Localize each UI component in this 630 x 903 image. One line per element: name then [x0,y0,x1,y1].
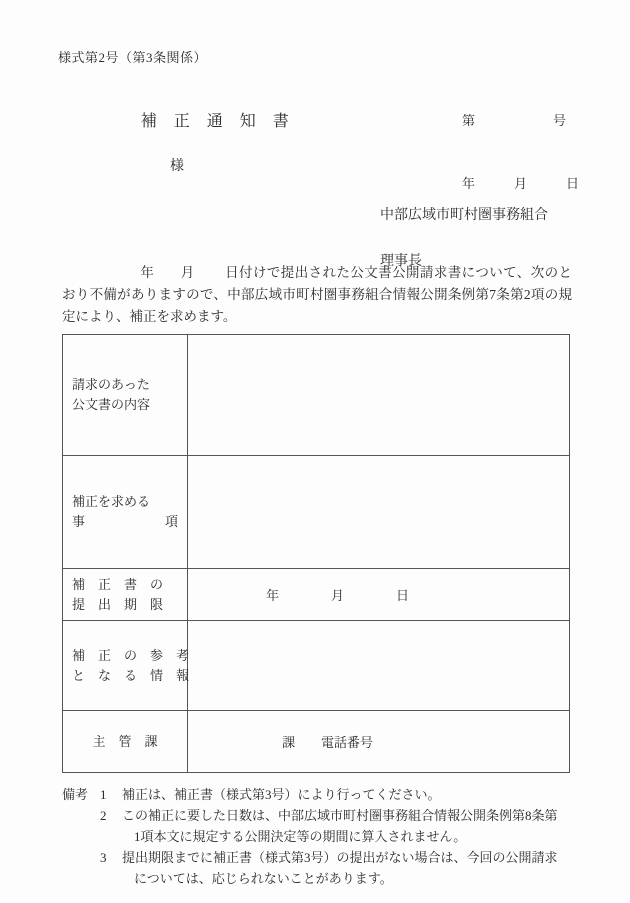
body-year-label: 年 [140,265,155,280]
row-label-submission-deadline [63,569,188,621]
section-phone-fields: 課 電話番号 [282,735,374,750]
table-row [63,335,570,456]
addressee-honorific: 様 [170,159,184,174]
issuer-role: 理事長 [380,254,422,269]
table-row [63,711,570,773]
row-label-line1: 補正を求める [72,494,151,509]
row-label-responsible-section [63,711,188,773]
page-title: 補 正 通 知 書 [140,113,290,130]
body-month-label: 月 [180,265,195,280]
row-label-line2: と な る 情 報 [72,667,190,683]
table-row [63,569,570,621]
note-text-line: 補正は、補正書（様式第3号）により行ってください。 [122,787,441,802]
table-row [63,456,570,569]
row-label-line1: 主 管 課 [92,733,158,749]
row-label-amendment-items [63,456,188,569]
notes-section [62,784,582,889]
row-label-line2: 公文書の内容 [72,397,151,412]
list-item [100,847,582,889]
document-number-line: 第 号 [462,113,567,128]
note-number: 1 [100,787,107,802]
row-label-line1: 補 正 書 の [72,576,164,592]
row-label-requested-document-content [63,335,188,456]
note-number: 2 [100,808,107,823]
row-label-line2-left: 事 [72,514,86,529]
note-text-line: 提出期限までに補正書（様式第3号）の提出がない場合は、今回の公開請求 [122,850,558,865]
issuer-organization: 中部広域市町村圏事務組合 [380,208,548,223]
notes-list [100,784,582,889]
list-item [100,805,582,847]
body-day-label: 日 [224,265,240,280]
note-text-line: 1項本文に規定する公開決定等の期間に算入されません。 [134,829,467,844]
row-value-responsible-section[interactable] [188,711,570,773]
note-text-line: については、応じられないことがあります。 [134,871,393,886]
document-date-line: 年 月 日 [462,176,580,191]
table-row [63,621,570,711]
row-value-reference-information[interactable] [188,621,570,711]
note-number: 3 [100,850,107,865]
amendment-detail-table [62,334,570,773]
row-label-line2: 提 出 期 限 [72,596,164,612]
body-paragraph [62,262,572,328]
row-label-line1: 請求のあった [72,377,150,392]
row-label-line1: 補 正 の 参 考 [72,647,190,663]
form-number: 様式第2号（第3条関係） [58,50,208,65]
row-value-requested-document-content[interactable] [188,335,570,456]
row-value-submission-deadline[interactable] [188,569,570,621]
deadline-date-fields: 年 月 日 [266,588,410,603]
row-label-reference-information [63,621,188,711]
notes-label: 備考 [62,787,89,802]
row-label-line2-right: 項 [164,514,178,529]
body-main-text: 付けで提出された公文書公開請求書について、次のとおり不備がありますので、中部広域市町村圏事務組合情報公開条例第7条第2項の規定により、補正を求めます。 [62,265,573,324]
row-value-amendment-items[interactable] [188,456,570,569]
note-text-line: この補正に要した日数は、中部広域市町村圏事務組合情報公開条例第8条第 [122,808,558,823]
list-item [100,784,582,805]
